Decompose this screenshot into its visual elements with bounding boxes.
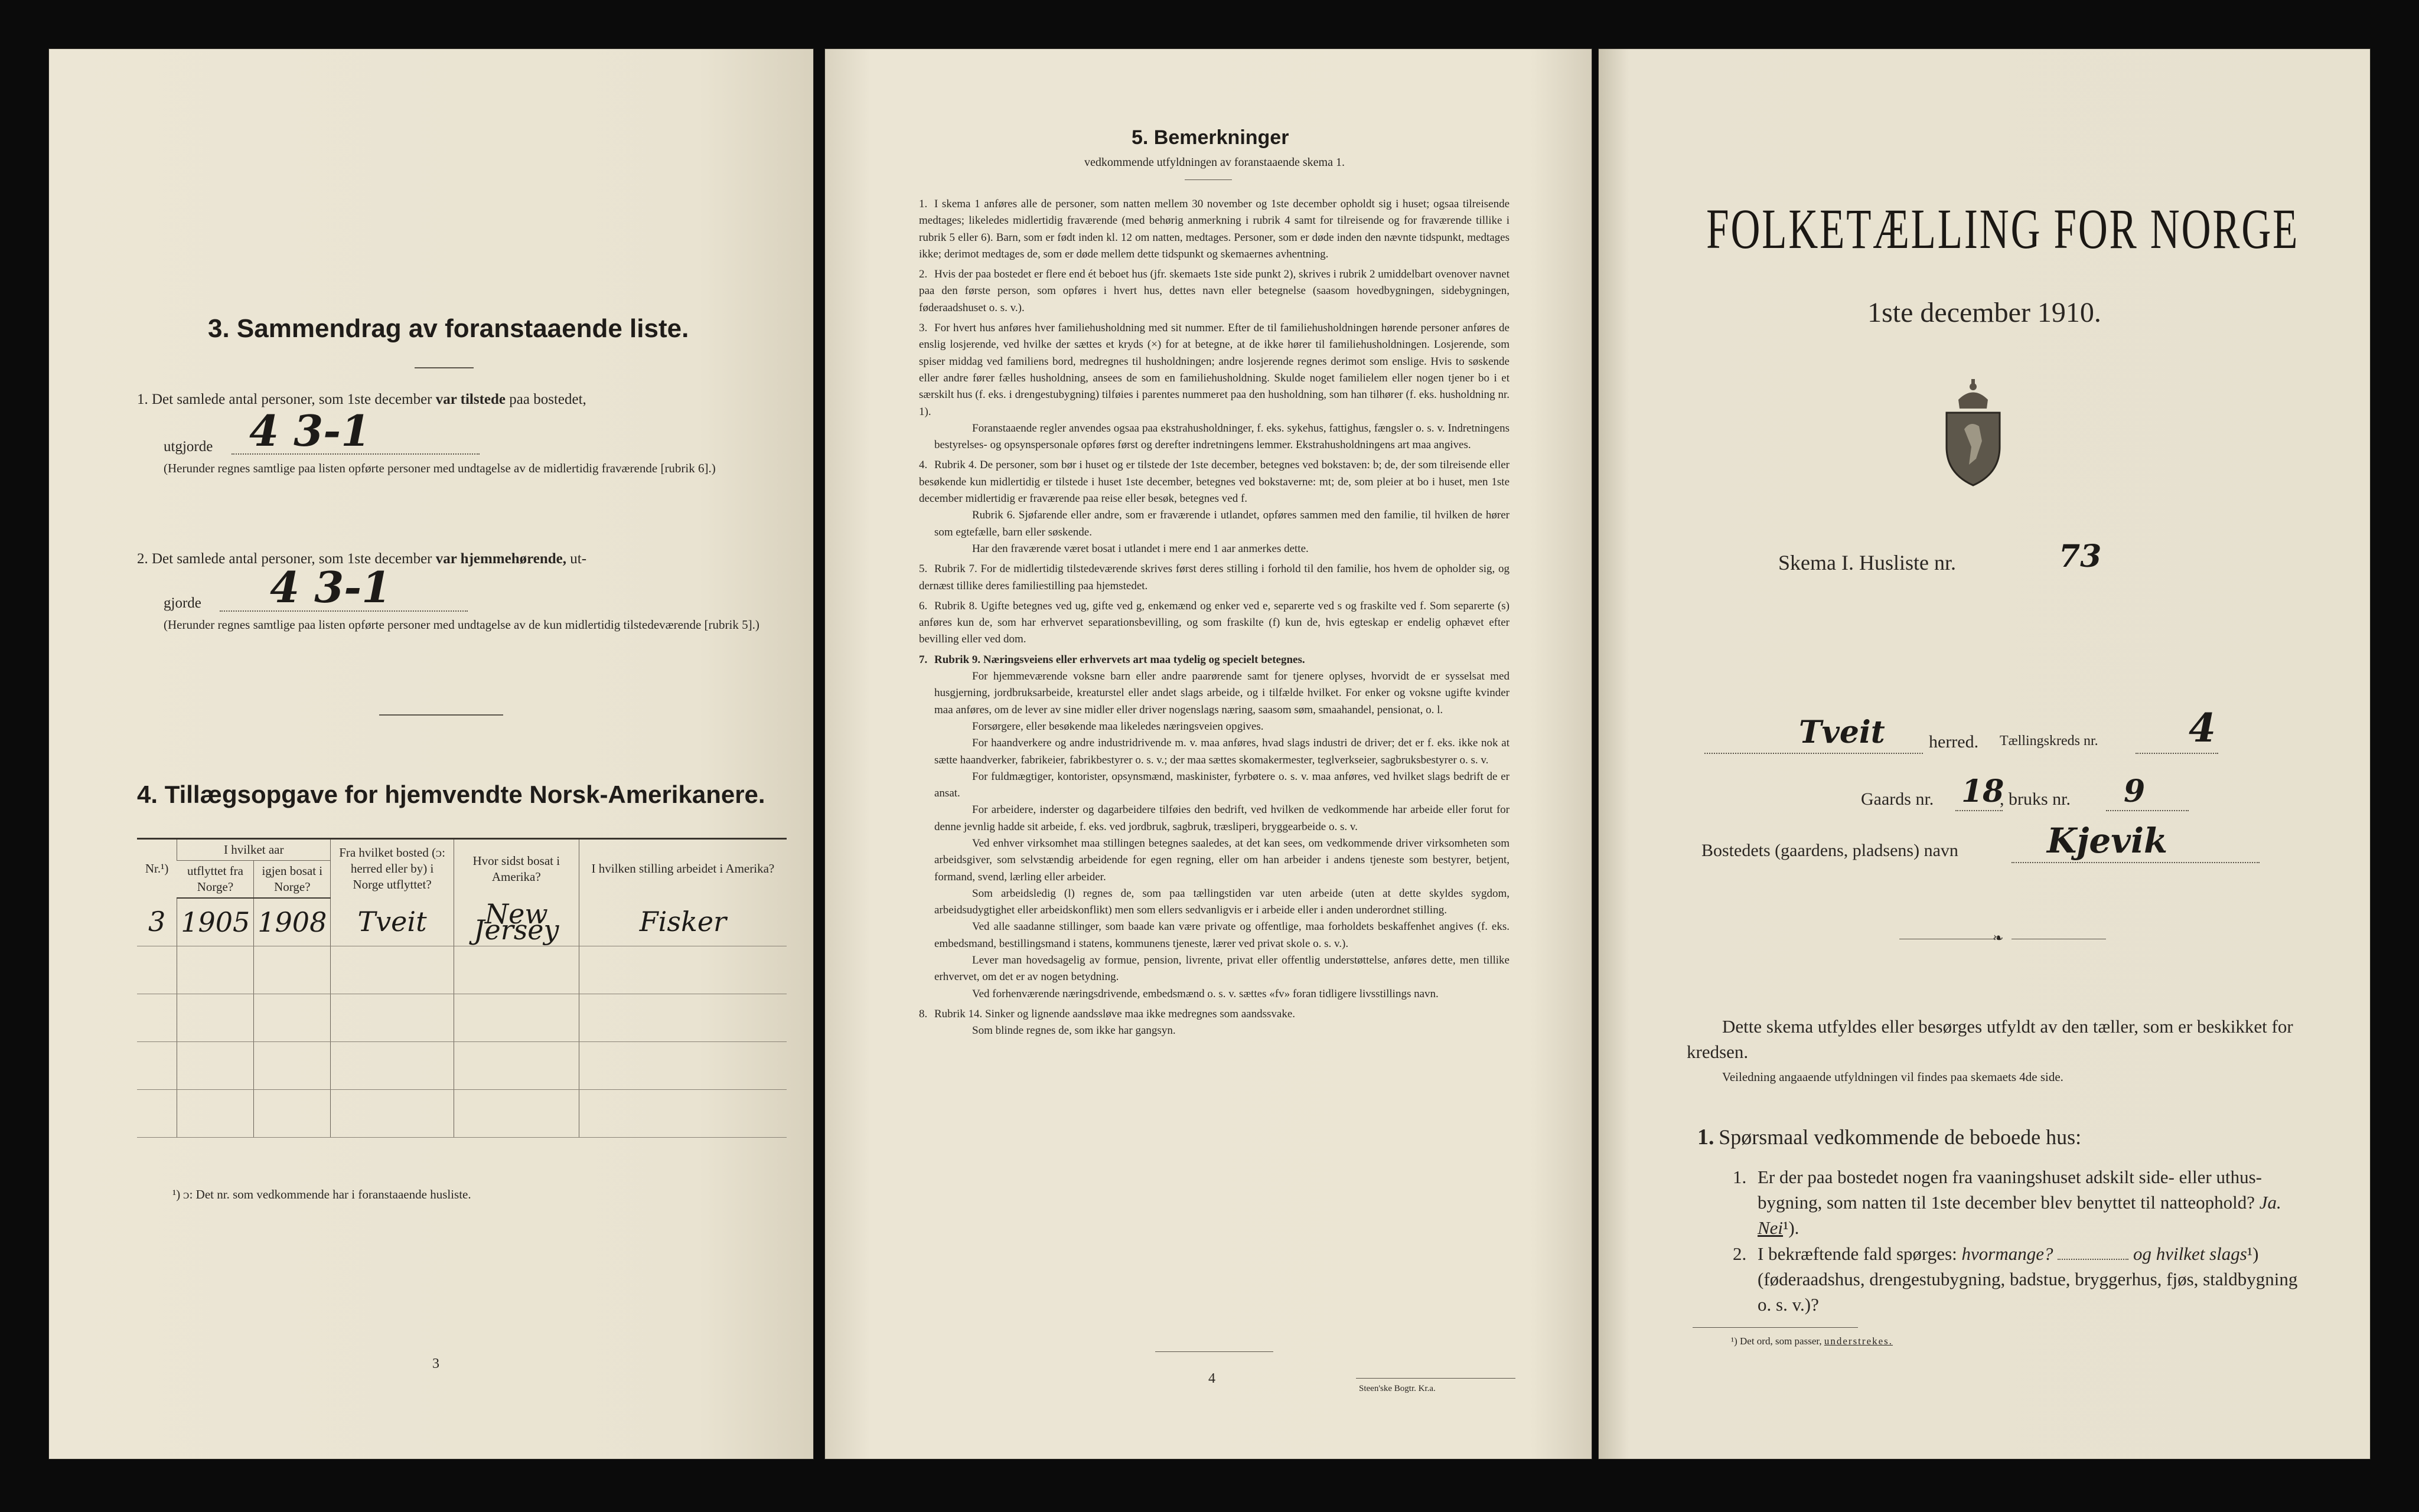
fill-line — [2058, 1259, 2128, 1260]
remark-3: 3. For hvert hus anføres hver familiehusholdning med sit nummer. Efter de til familiehusholdningen hørende personer anføres de enslig losjerende, ved hvilke der sættes et kryds (×) for at betegne, at de ikke hører til familiehusholdningen. Losjerende, som spiser middag ved familiens bord, medregnes til husholdningen; andre losjerende regnes derimot som enslige. Hvis to søskende eller andre fører fælles husholdning, ansees de som en familiehusholdning. Skulde noget familielem eller nogen tjener bo i et særskilt hus (f. eks. i drengestubygning) tilføies i parentes nummeret paa den husholdning, som han tilhører (f. eks. husholdning nr. 1). — [919, 322, 1510, 418]
col-amerika: Hvor sidst bosat i Amerika? — [454, 839, 579, 899]
norwegian-american-table — [137, 838, 787, 1138]
herred-label: herred. — [1929, 732, 1979, 752]
fill-line — [2136, 753, 2218, 754]
husliste-number: 73 — [2059, 538, 2102, 574]
kreds-value: 4 — [2189, 705, 2216, 751]
remark-7g: Ved enhver virksomhet maa stillingen betegnes saaledes, at det kan sees, om vedkommende driver virksomheten som arbeidsgiver, som selvstændig arbeidende for egen regning, eller om han arbeider i andens tjeneste som bestyrer, betjent, formand, svend, lærling eller arbeider. — [934, 837, 1510, 883]
summary-item-2-note: (Herunder regnes samtlige paa listen opførte personer med undtagelse av de kun midlertidig tilstedeværende [rubrik 5].) — [164, 618, 759, 632]
divider — [379, 714, 503, 716]
remark-1: 1. I skema 1 anføres alle de personer, som natten mellem 30 november og 1ste december opholdt sig i huset; ogsaa tilreisende medtages; likeledes midlertidig fraværende (med behørig anmerkning i rubrik 4 samt for tilreisende og for fraværende tillike i rubrik 5 eller 6). Barn, som er født inden kl. 12 om natten, medtages. Personer, som er døde inden den nævnte tidspunkt, medtages ikke; derimot medtages de, som er døde mellem dette tidspunkt og skemaernes avhentning. — [919, 198, 1510, 260]
census-title: FOLKETÆLLING FOR NORGE — [1706, 197, 2300, 260]
question-2-number: 2. — [1733, 1243, 1747, 1264]
remark-7i: Ved alle saadanne stillinger, som baade kan være private og offentlige, maa forholdets beskaffenhet angives (f. eks. embedsmand, bestillingsmand i statens, kommunens tjeneste, lærer ved privat skole o. s. v.). — [934, 920, 1510, 950]
remark-8: 8. Rubrik 14. Sinker og lignende aandssløve maa ikke medregnes som aandssvake. — [919, 1007, 1296, 1020]
table-footnote: ¹) ᴐ: Det nr. som vedkommende har i foranstaaende husliste. — [172, 1187, 471, 1201]
col-bosted: Fra hvilket bosted (ᴐ: herred eller by) i Norge utflyttet? — [331, 839, 454, 899]
remark-7e: For fuldmægtiger, kontorister, opsynsmænd, maskinister, fyrbøtere o. s. v. maa anføres, ved hvilket slags bedrift de er ansat. — [934, 770, 1510, 800]
handwritten-present-count: 4 3-1 — [249, 406, 371, 456]
remark-7f: For arbeidere, inderster og dagarbeidere tilføies den bedrift, ved hvilken de vedkommende har arbeide eller forut for denne jevnlig hadde sit arbeide, f. eks. ved jordbruk, sagbruk, træsliperi, bryggearbeide o. s. v. — [934, 804, 1510, 833]
bruks-value: 9 — [2124, 773, 2146, 809]
norwegian-coat-of-arms-icon — [1935, 376, 2012, 488]
summary-item-1: 1. Det samlede antal personer, som 1ste december var tilstede paa bostedet, — [137, 391, 586, 407]
instruction-note: Veiledning angaaende utfyldningen vil findes paa skemaets 4de side. — [1722, 1070, 2063, 1084]
middle-page — [824, 48, 1592, 1459]
col-year-group: I hvilket aar — [177, 839, 331, 861]
right-page — [1598, 48, 2371, 1459]
remark-7b: For hjemmeværende voksne barn eller andre paarørende samt for tjenere oplyses, hvorvidt de er sysselsat med husgjerning, jordbruksarbeide, kreaturstel eller andet slags arbeide, og i tilfælde hvilket. For enker og voksne ugifte kvinder maa anføres, om de lever av sine midler eller driver nogenslags næring, saasom søm, smaahandel, pensionat, o. l. — [934, 670, 1510, 716]
bosted-label: Bostedets (gaardens, pladsens) navn — [1701, 841, 1958, 860]
col-utflyttet: utflyttet fra Norge? — [177, 861, 254, 899]
census-date: 1ste december 1910. — [1867, 297, 2101, 328]
section-3-title: 3. Sammendrag av foranstaaende liste. — [208, 314, 689, 343]
cell-utflyttet: 1905 — [177, 898, 254, 946]
remark-4: 4. Rubrik 4. De personer, som bør i huset og er tilstede der 1ste december, betegnes ved bokstaven: b; de, der som tilreisende eller besøkende kun midlertidig er tilstede i huset 1ste december, betegnes ved bokstaverne: mt; de, som pleier at bo i huset, men 1ste december midlertidig er fraværende paa reise eller besøk, betegnes ved f. — [919, 459, 1510, 505]
fill-line — [1955, 810, 2003, 811]
divider — [1155, 1351, 1273, 1352]
divider — [1356, 1378, 1515, 1379]
remarks-title: 5. Bemerkninger — [1132, 126, 1289, 149]
bosted-value: Kjevik — [2047, 821, 2168, 861]
fill-line — [1704, 753, 1923, 754]
col-stilling: I hvilken stilling arbeidet i Amerika? — [579, 839, 787, 899]
section-4-title: 4. Tillægsopgave for hjemvendte Norsk-Amerikanere. — [137, 781, 765, 808]
cell-stilling: Fisker — [579, 898, 787, 946]
fill-line — [2106, 810, 2189, 811]
bruks-label: , bruks nr. — [2000, 789, 2071, 809]
table-row — [137, 898, 787, 946]
remark-7h: Som arbeidsledig (l) regnes de, som paa tællingstiden var uten arbeide (uten at dette skyldes sygdom, arbeidsudygtighet eller arbeidskonflikt) men som ellers sedvanligvis er i arbeide eller i anden underordnet stilling. — [934, 887, 1510, 917]
remark-7c: Forsørgere, eller besøkende maa likeledes næringsveien opgives. — [972, 720, 1264, 733]
table-row — [137, 994, 787, 1042]
remark-7k: Ved forhenværende næringsdrivende, embedsmænd o. s. v. sættes «fv» foran tidligere livsstillings navn. — [972, 987, 1439, 1000]
question-1: Er der paa bostedet nogen fra vaaningshuset adskilt side- eller uthus-bygning, som natten til 1ste december blev benyttet til natteophold? Ja. Nei¹). — [1758, 1167, 2281, 1238]
remark-2: 2. Hvis der paa bostedet er flere end ét beboet hus (jfr. skemaets 1ste side punkt 2), skrives i rubrik 2 umiddelbart ovenover navnet paa den første person, som opføres i hvert hus, dettes navn eller betegnelse (saasom hovedbygningen, sidebygningen, føderaadshuset o. s. v.). — [919, 268, 1510, 314]
remark-6: 6. Rubrik 8. Ugifte betegnes ved ug, gifte ved g, enkemænd og enker ved e, separerte ved s og fraskilte ved f. Som separerte (s) anføres kun de, som har erhvervet separationsbevilling, og som fraskilte (f) kun de, hvis egteskap er endelig ophævet efter bevilling eller ved dom. — [919, 599, 1510, 646]
summary-item-1-label: utgjorde — [164, 439, 213, 455]
questions-heading: 1. Spørsmaal vedkommende de beboede hus: — [1697, 1125, 2082, 1149]
remarks-subtitle: vedkommende utfyldningen av foranstaaende skema 1. — [1084, 156, 1345, 169]
fill-line — [2012, 862, 2260, 863]
question-2: I bekræftende fald spørges: hvormange? og hvilket slags¹) (føderaadshus, drengestubygning, badstue, bryggerhus, fjøs, staldbygning o. s. v.)? — [1758, 1243, 2298, 1315]
cell-igjen: 1908 — [254, 898, 331, 946]
remark-7j: Lever man hovedsagelig av formue, pension, livrente, privat eller offentlig understøttelse, anføres dette, men tillike erhvervet, om det er av nogen betydning. — [934, 954, 1510, 984]
ornament-icon: ❧ — [1993, 930, 2004, 945]
table-row — [137, 1090, 787, 1138]
question-1-number: 1. — [1733, 1167, 1747, 1187]
instruction-text: Dette skema utfyldes eller besørges utfyldt av den tæller, som er beskikket for kredsen. — [1687, 1016, 2293, 1062]
divider — [415, 367, 474, 368]
left-page — [48, 48, 814, 1459]
cell-amerika: New Jersey — [454, 898, 579, 946]
divider — [1693, 1327, 1858, 1328]
remark-8b: Som blinde regnes de, som ikke har gangsyn. — [972, 1024, 1176, 1037]
summary-item-2-label: gjorde — [164, 595, 201, 611]
col-nr: Nr.¹) — [137, 839, 177, 899]
table-row — [137, 946, 787, 994]
footnote: ¹) Det ord, som passer, understrekes. — [1731, 1335, 1893, 1347]
herred-value: Tveit — [1799, 714, 1885, 750]
divider — [1185, 179, 1232, 180]
remark-7: 7. Rubrik 9. Næringsveiens eller erhvervets art maa tydelig og specielt betegnes. — [919, 653, 1305, 666]
cell-bosted: Tveit — [331, 898, 454, 946]
summary-item-1-note: (Herunder regnes samtlige paa listen opførte personer med undtagelse av de midlertidig fraværende [rubrik 6].) — [164, 461, 716, 475]
remark-7d: For haandverkere og andre industridrivende m. v. maa anføres, hvad slags industri de driver; det er f. eks. ikke nok at sætte haandverker, fabrikeier, fabrikbestyrer o. s. v.; der maa sættes skomakermester, teglverkseier, sagbruksbestyrer o. s. v. — [934, 737, 1510, 766]
remark-4b: Rubrik 6. Sjøfarende eller andre, som er fraværende i utlandet, opføres sammen med den familie, til hvilken de hører som egtefælle, barn eller søskende. — [934, 509, 1510, 538]
summary-item-2: 2. Det samlede antal personer, som 1ste december var hjemmehørende, ut- — [137, 551, 587, 567]
remark-4c: Har den fraværende været bosat i utlandet i mere end 1 aar anmerkes dette. — [972, 542, 1309, 555]
table-row — [137, 1042, 787, 1090]
remarks-list — [919, 196, 1510, 1040]
cell-nr: 3 — [137, 898, 177, 946]
printer-imprint: Steen'ske Bogtr. Kr.a. — [1359, 1384, 1436, 1393]
gaards-value: 18 — [1961, 773, 2004, 809]
handwritten-resident-count: 4 3-1 — [270, 562, 392, 612]
col-igjen: igjen bosat i Norge? — [254, 861, 331, 899]
page-number: 3 — [432, 1356, 439, 1371]
kreds-label: Tællingskreds nr. — [2000, 733, 2098, 749]
gaards-label: Gaards nr. — [1861, 789, 1934, 809]
remark-3b: Foranstaaende regler anvendes ogsaa paa ekstrahusholdninger, f. eks. sykehus, fattighus, fængsler o. s. v. Indretningens bestyrelses- og opsynspersonale opføres først og derefter indretningens lemmer. Ekstrahusholdningens art maa angives. — [934, 422, 1510, 452]
page-number: 4 — [1208, 1371, 1215, 1386]
remark-5: 5. Rubrik 7. For de midlertidig tilstedeværende skrives først deres stilling i forhold til den familie, hos hvem de opholder sig, og dernæst tillike deres familiestilling paa hjemstedet. — [919, 563, 1510, 592]
skema-label: Skema I. Husliste nr. — [1778, 551, 1956, 574]
